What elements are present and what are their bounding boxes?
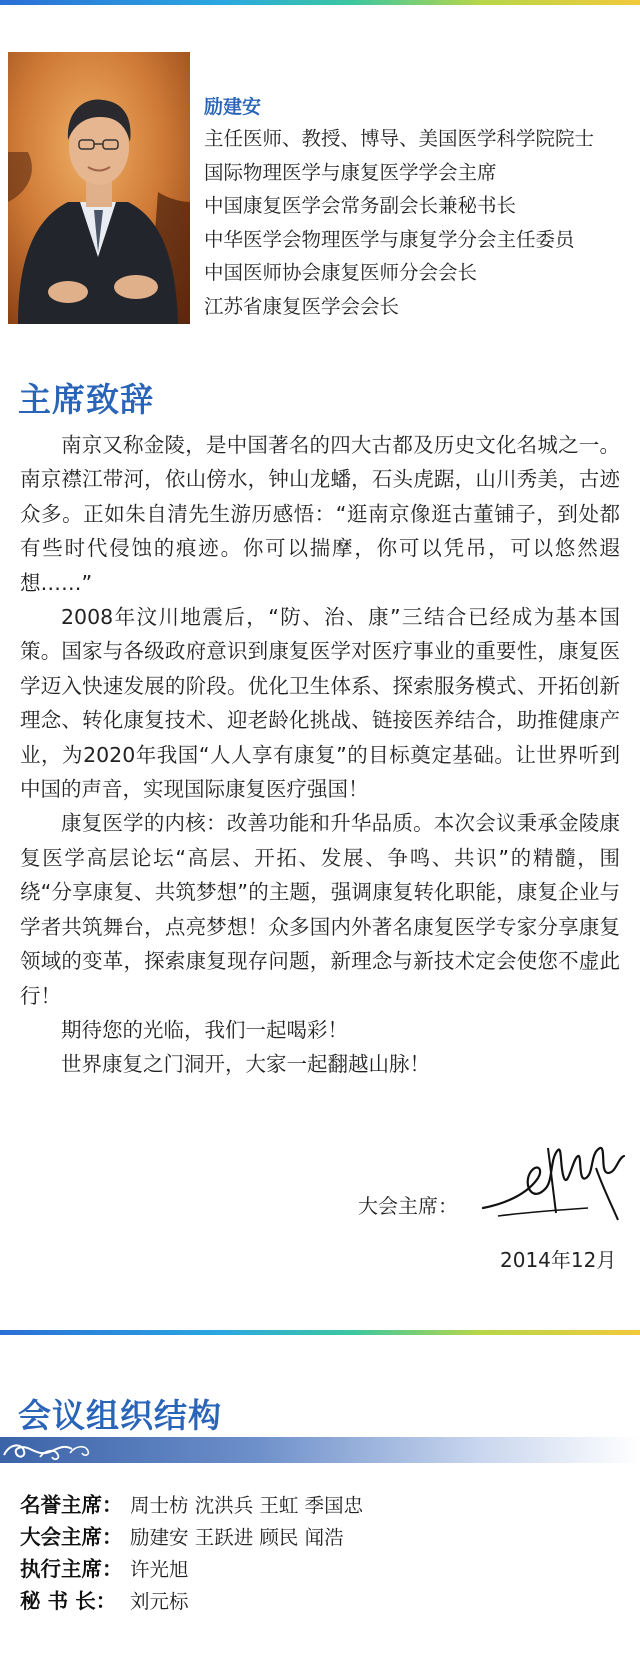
wave-ornament-icon bbox=[0, 1437, 120, 1463]
chairman-signature bbox=[478, 1128, 628, 1228]
organization-row bbox=[20, 1520, 620, 1552]
chairman-title-line: 主任医师、教授、博导、美国医学科学院院士 bbox=[204, 127, 595, 150]
chairman-title-line: 江苏省康复医学会会长 bbox=[204, 294, 400, 318]
chairman-name: 励建安 bbox=[204, 96, 262, 118]
organization-row bbox=[20, 1552, 620, 1584]
speech-paragraph: 康复医学的内核：改善功能和升华品质。本次会议秉承金陵康复医学高层论坛“高层、开拓、发展、争鸣、共识”的精髓，围绕“分享康复、共筑梦想”的主题，强调康复转化职能，康复企业与学者共筑舞台，点亮梦想！众多国内外著名康复医学专家分享康复领域的变革，探索康复现存问题，新理念与新技术定会使您不虚此行！ bbox=[20, 811, 620, 1008]
chairman-title-line: 中国医师协会康复医师分会会长 bbox=[204, 261, 478, 284]
organization-names: 刘元标 bbox=[130, 1590, 189, 1613]
organization-role: 执行主席： bbox=[20, 1557, 123, 1581]
speech-paragraph: 南京又称金陵，是中国著名的四大古都及历史文化名城之一。南京襟江带河，依山傍水，钟山龙蟠，石头虎踞，山川秀美，古迹众多。正如朱自清先生游历感悟：“逛南京像逛古董铺子，到处都有些时代侵蚀的痕迹。你可以揣摩，你可以凭吊，可以悠然遐想……” bbox=[20, 433, 620, 595]
section-divider-bar bbox=[0, 1330, 640, 1335]
portrait-image bbox=[8, 52, 190, 324]
chairman-title-line: 国际物理医学与康复医学学会主席 bbox=[204, 160, 497, 184]
speech-paragraph: 2008年汶川地震后，“防、治、康”三结合已经成为基本国策。国家与各级政府意识到康复医学对医疗事业的重要性，康复医学迈入快速发展的阶段。优化卫生体系、探索服务模式、开拓创新理念、转化康复技术、迎老龄化挑战、链接医养结合，助推健康产业，为2020年我国“人人享有康复”的目标奠定基础。让世界听到中国的声音，实现国际康复医疗强国！ bbox=[20, 605, 620, 802]
speech-section-title: 主席致辞 bbox=[18, 380, 154, 419]
signature-drawing bbox=[478, 1128, 628, 1228]
chairman-title-line: 中华医学会物理医学与康复学分会主任委员 bbox=[204, 227, 575, 251]
organization-row bbox=[20, 1584, 620, 1616]
speech-closing-line: 期待您的光临，我们一起喝彩！ bbox=[61, 1017, 348, 1042]
chairman-bio bbox=[204, 92, 634, 323]
speech-body bbox=[20, 428, 620, 1082]
organization-section-title: 会议组织结构 bbox=[18, 1396, 222, 1435]
organization-names: 周士枋 沈洪兵 王虹 季国忠 bbox=[130, 1494, 364, 1517]
organization-names: 励建安 王跃进 顾民 闻浩 bbox=[130, 1526, 344, 1549]
decorative-wave-band bbox=[0, 1437, 640, 1463]
chairman-title-line: 中国康复医学会常务副会长兼秘书长 bbox=[204, 194, 517, 217]
signoff-date: 2014年12月 bbox=[500, 1248, 617, 1272]
chairman-portrait bbox=[8, 52, 190, 324]
organization-list bbox=[20, 1488, 620, 1616]
organization-row bbox=[20, 1488, 620, 1520]
speech-closing-line: 世界康复之门洞开，大家一起翻越山脉！ bbox=[61, 1052, 430, 1077]
organization-names: 许光旭 bbox=[130, 1558, 189, 1581]
organization-role: 名誉主席： bbox=[20, 1493, 123, 1517]
signoff-label: 大会主席： bbox=[358, 1194, 458, 1218]
organization-role: 大会主席： bbox=[20, 1525, 123, 1549]
organization-role: 秘 书 长： bbox=[20, 1589, 117, 1613]
top-rainbow-bar bbox=[0, 0, 640, 5]
